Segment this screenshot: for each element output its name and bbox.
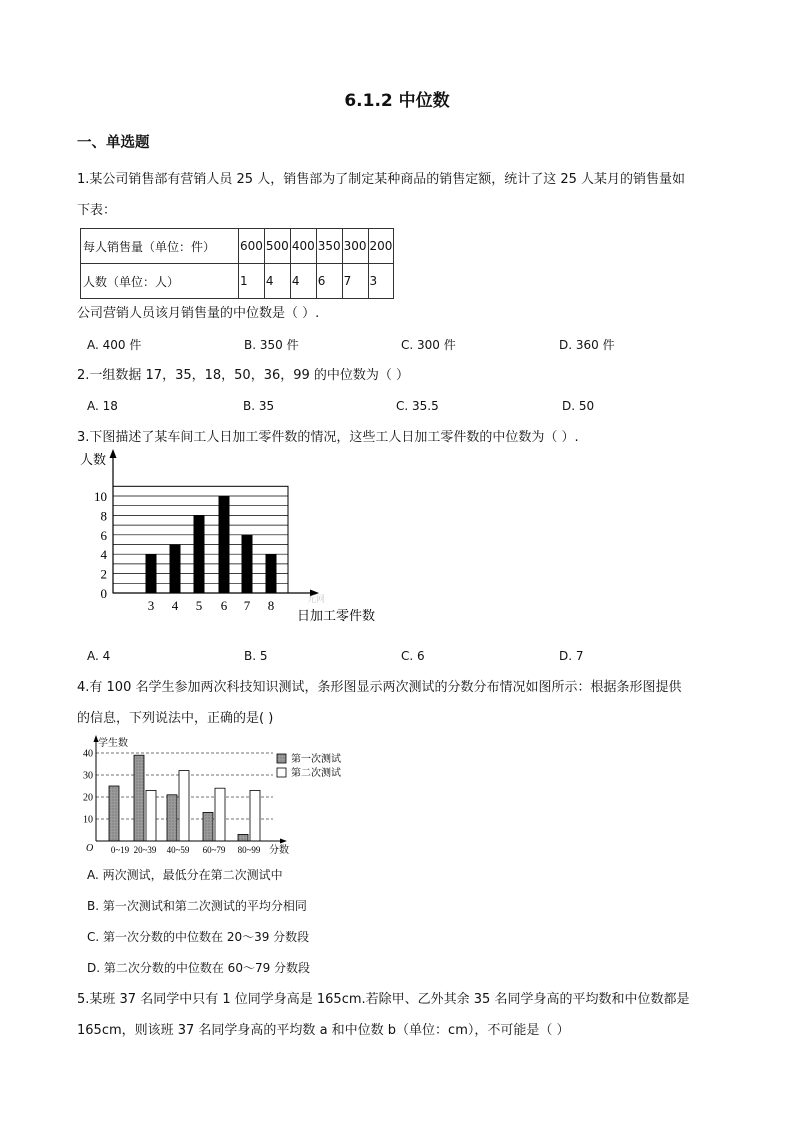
x-axis-label: 日加工零件数 — [297, 608, 376, 623]
bar — [146, 554, 157, 593]
bar — [266, 554, 277, 593]
q4-option-c[interactable]: C. 第一次分数的中位数在 20～39 分数段 — [87, 930, 310, 944]
q3-option-c[interactable]: C. 6 — [401, 649, 425, 663]
q4-option-b[interactable]: B. 第一次测试和第二次测试的平均分相同 — [87, 899, 307, 913]
q4-stem-line2: 的信息，下列说法中，正确的是( ) — [77, 711, 274, 726]
table-cell: 200 — [368, 229, 394, 264]
bar — [219, 496, 230, 593]
x-tick-label: 20~39 — [133, 845, 157, 855]
sales-table — [80, 228, 394, 299]
q1-stem-line1: 1.某公司销售部有营销人员 25 人，销售部为了制定某种商品的销售定额，统计了这 25 人某月的销售量如 — [77, 172, 686, 187]
table-cell: 3 — [368, 264, 394, 299]
bar-first-test — [167, 795, 177, 841]
x-tick-label: 40~59 — [166, 845, 190, 855]
legend-swatch-second — [277, 768, 286, 777]
scores-bar-chart — [76, 733, 376, 858]
q4-option-a[interactable]: A. 两次测试，最低分在第二次测试中 — [87, 868, 283, 882]
bar-first-test — [203, 812, 213, 841]
chart-legend — [277, 752, 341, 779]
origin-label: O — [86, 843, 94, 854]
table-cell: 6 — [316, 264, 342, 299]
table-row — [81, 229, 394, 264]
bar — [194, 515, 205, 593]
workers-bar-chart — [75, 445, 395, 630]
bar — [242, 535, 253, 593]
q3-option-d[interactable]: D. 7 — [559, 649, 584, 663]
x-tick-label: 5 — [195, 598, 203, 613]
table-cell: 300 — [342, 229, 368, 264]
q1-question: 公司营销人员该月销售量的中位数是（ ）. — [77, 306, 320, 321]
q3-option-b[interactable]: B. 5 — [244, 649, 268, 663]
bar-second-test — [146, 790, 156, 841]
y-tick-label: 2 — [100, 566, 107, 582]
q1-option-a[interactable]: A. 400 件 — [87, 338, 142, 352]
bar — [170, 545, 181, 594]
table-cell: 7 — [342, 264, 368, 299]
q2-option-d[interactable]: D. 50 — [562, 399, 595, 413]
table-cell: 4 — [290, 264, 316, 299]
x-tick-label: 0~19 — [110, 845, 130, 855]
legend-label-first: 第一次测试 — [291, 754, 341, 765]
y-tick-label: 8 — [100, 508, 107, 524]
q2-stem: 2.一组数据 17，35，18，50，36，99 的中位数为（ ） — [77, 368, 410, 383]
y-tick-label: 4 — [100, 547, 107, 563]
table-cell: 600 — [239, 229, 265, 264]
bar-first-test — [109, 786, 119, 841]
x-tick-label: 60~79 — [202, 845, 226, 855]
y-axis-arrow — [110, 449, 117, 458]
q1-option-d[interactable]: D. 360 件 — [559, 338, 615, 352]
x-axis-arrow — [280, 839, 287, 844]
q4-option-d[interactable]: D. 第二次分数的中位数在 60～79 分数段 — [87, 961, 311, 975]
q1-option-c[interactable]: C. 300 件 — [401, 338, 456, 352]
y-axis-label: 学生数 — [98, 738, 128, 749]
table-header-cell: 每人销售量（单位：件） — [81, 229, 239, 264]
legend-swatch-first — [277, 754, 286, 763]
watermark: 元网 — [307, 594, 326, 604]
q2-option-b[interactable]: B. 35 — [243, 399, 275, 413]
x-tick-label: 80~99 — [237, 845, 261, 855]
q5-stem-line1: 5.某班 37 名同学中只有 1 位同学身高是 165cm.若除甲、乙外其余 35 名同学身高的平均数和中位数都是 — [77, 992, 690, 1007]
y-axis-label: 人数 — [80, 452, 107, 467]
y-tick-label: 30 — [83, 770, 93, 782]
bar-second-test — [250, 790, 260, 841]
y-tick-label: 40 — [83, 748, 93, 760]
y-tick-label: 10 — [83, 814, 93, 826]
x-tick-label: 3 — [147, 598, 155, 613]
q1-option-b[interactable]: B. 350 件 — [244, 338, 299, 352]
q4-stem-line1: 4.有 100 名学生参加两次科技知识测试，条形图显示两次测试的分数分布情况如图所示：根据条形图提供 — [77, 680, 682, 695]
q1-stem-line2: 下表： — [77, 203, 117, 218]
bar-second-test — [179, 771, 189, 841]
bar-first-test — [134, 755, 144, 841]
x-tick-label: 8 — [267, 598, 275, 613]
table-header-cell: 人数（单位：人） — [81, 264, 239, 299]
x-axis-label: 分数 — [269, 845, 289, 856]
table-cell: 350 — [316, 229, 342, 264]
y-tick-label: 0 — [100, 586, 107, 601]
page-title: 6.1.2 中位数 — [344, 91, 450, 111]
x-tick-label: 6 — [220, 598, 228, 613]
bar-first-test — [238, 834, 248, 841]
x-tick-label: 7 — [243, 598, 251, 613]
table-row — [81, 264, 394, 299]
section-heading: 一、单选题 — [77, 135, 150, 151]
q5-stem-line2: 165cm，则该班 37 名同学身高的平均数 a 和中位数 b（单位：cm），不可能是（ ） — [77, 1023, 570, 1038]
q2-option-c[interactable]: C. 35.5 — [396, 399, 439, 413]
legend-label-second: 第二次测试 — [291, 768, 341, 779]
q3-option-a[interactable]: A. 4 — [87, 649, 111, 663]
table-cell: 1 — [239, 264, 265, 299]
bar-second-test — [215, 788, 225, 841]
q2-option-a[interactable]: A. 18 — [87, 399, 118, 413]
table-cell: 4 — [264, 264, 290, 299]
y-tick-label: 6 — [100, 527, 107, 543]
table-cell: 400 — [290, 229, 316, 264]
q3-stem: 3.下图描述了某车间工人日加工零件数的情况，这些工人日加工零件数的中位数为（ ）. — [77, 430, 579, 445]
y-tick-label: 10 — [94, 489, 107, 504]
table-cell: 500 — [264, 229, 290, 264]
y-tick-label: 20 — [83, 792, 93, 804]
x-tick-label: 4 — [171, 598, 179, 613]
